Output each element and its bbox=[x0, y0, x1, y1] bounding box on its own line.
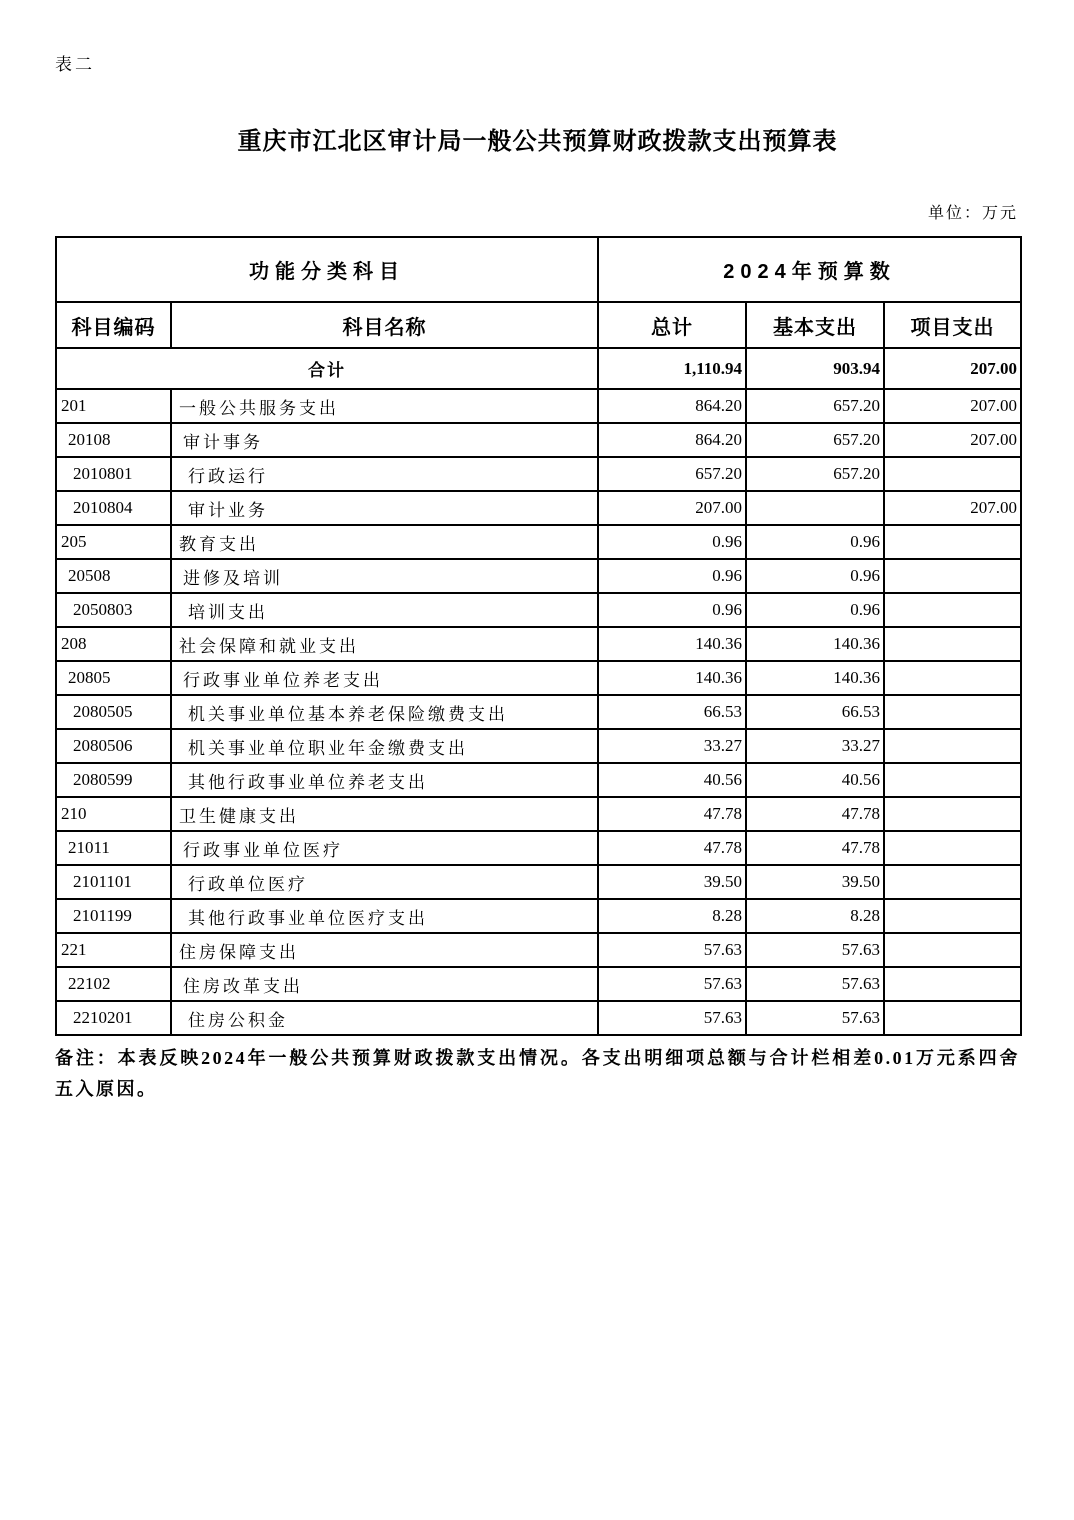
summary-basic: 903.94 bbox=[746, 348, 884, 389]
cell-subject-code: 2010801 bbox=[56, 457, 171, 491]
table-row bbox=[56, 491, 1021, 525]
table-row bbox=[56, 899, 1021, 933]
cell-subject-name: 审计业务 bbox=[171, 491, 598, 525]
cell-project-expenditure bbox=[884, 661, 1021, 695]
cell-subject-code: 208 bbox=[56, 627, 171, 661]
cell-subject-name: 住房公积金 bbox=[171, 1001, 598, 1035]
cell-basic-expenditure: 140.36 bbox=[746, 661, 884, 695]
cell-subject-name: 行政事业单位医疗 bbox=[171, 831, 598, 865]
cell-project-expenditure bbox=[884, 967, 1021, 1001]
cell-project-expenditure bbox=[884, 559, 1021, 593]
cell-total: 47.78 bbox=[598, 797, 746, 831]
cell-project-expenditure: 207.00 bbox=[884, 491, 1021, 525]
header-subject-name: 科目名称 bbox=[171, 302, 598, 348]
cell-subject-name: 住房保障支出 bbox=[171, 933, 598, 967]
cell-basic-expenditure: 657.20 bbox=[746, 389, 884, 423]
cell-total: 864.20 bbox=[598, 389, 746, 423]
summary-project: 207.00 bbox=[884, 348, 1021, 389]
cell-subject-name: 住房改革支出 bbox=[171, 967, 598, 1001]
cell-total: 40.56 bbox=[598, 763, 746, 797]
cell-subject-code: 210 bbox=[56, 797, 171, 831]
cell-total: 57.63 bbox=[598, 1001, 746, 1035]
cell-total: 57.63 bbox=[598, 933, 746, 967]
header-subject-code: 科目编码 bbox=[56, 302, 171, 348]
cell-subject-name: 行政事业单位养老支出 bbox=[171, 661, 598, 695]
cell-total: 0.96 bbox=[598, 593, 746, 627]
cell-total: 140.36 bbox=[598, 661, 746, 695]
table-row bbox=[56, 933, 1021, 967]
cell-basic-expenditure: 39.50 bbox=[746, 865, 884, 899]
table-row bbox=[56, 797, 1021, 831]
cell-project-expenditure bbox=[884, 865, 1021, 899]
header-basic-expenditure: 基本支出 bbox=[746, 302, 884, 348]
table-row bbox=[56, 423, 1021, 457]
table-row bbox=[56, 457, 1021, 491]
cell-project-expenditure bbox=[884, 593, 1021, 627]
cell-project-expenditure bbox=[884, 763, 1021, 797]
cell-project-expenditure bbox=[884, 933, 1021, 967]
cell-basic-expenditure: 47.78 bbox=[746, 831, 884, 865]
cell-total: 57.63 bbox=[598, 967, 746, 1001]
cell-subject-code: 2010804 bbox=[56, 491, 171, 525]
cell-project-expenditure bbox=[884, 831, 1021, 865]
cell-subject-code: 2080506 bbox=[56, 729, 171, 763]
cell-project-expenditure bbox=[884, 1001, 1021, 1035]
cell-subject-code: 2050803 bbox=[56, 593, 171, 627]
cell-basic-expenditure: 657.20 bbox=[746, 423, 884, 457]
budget-table bbox=[55, 236, 1022, 1036]
cell-subject-name: 教育支出 bbox=[171, 525, 598, 559]
cell-subject-code: 2101101 bbox=[56, 865, 171, 899]
cell-subject-code: 2101199 bbox=[56, 899, 171, 933]
cell-basic-expenditure: 0.96 bbox=[746, 525, 884, 559]
cell-subject-code: 2210201 bbox=[56, 1001, 171, 1035]
cell-subject-name: 行政运行 bbox=[171, 457, 598, 491]
header-total: 总计 bbox=[598, 302, 746, 348]
header-function-category: 功能分类科目 bbox=[56, 237, 598, 302]
cell-subject-code: 201 bbox=[56, 389, 171, 423]
cell-total: 0.96 bbox=[598, 559, 746, 593]
cell-project-expenditure bbox=[884, 899, 1021, 933]
cell-total: 864.20 bbox=[598, 423, 746, 457]
cell-basic-expenditure: 140.36 bbox=[746, 627, 884, 661]
cell-basic-expenditure: 0.96 bbox=[746, 559, 884, 593]
table-row bbox=[56, 627, 1021, 661]
table-header bbox=[56, 237, 1021, 348]
header-project-expenditure: 项目支出 bbox=[884, 302, 1021, 348]
table-row bbox=[56, 525, 1021, 559]
cell-subject-code: 21011 bbox=[56, 831, 171, 865]
table-row bbox=[56, 661, 1021, 695]
cell-subject-name: 其他行政事业单位养老支出 bbox=[171, 763, 598, 797]
cell-project-expenditure bbox=[884, 457, 1021, 491]
cell-subject-name: 机关事业单位职业年金缴费支出 bbox=[171, 729, 598, 763]
document-content bbox=[55, 0, 1020, 1105]
cell-project-expenditure bbox=[884, 695, 1021, 729]
cell-basic-expenditure: 657.20 bbox=[746, 457, 884, 491]
cell-subject-code: 221 bbox=[56, 933, 171, 967]
cell-basic-expenditure: 33.27 bbox=[746, 729, 884, 763]
summary-label: 合计 bbox=[56, 348, 598, 389]
page-title: 重庆市江北区审计局一般公共预算财政拨款支出预算表 bbox=[237, 129, 838, 155]
table-number-label: 表二 bbox=[55, 55, 95, 74]
cell-basic-expenditure: 57.63 bbox=[746, 933, 884, 967]
cell-subject-name: 进修及培训 bbox=[171, 559, 598, 593]
cell-project-expenditure bbox=[884, 729, 1021, 763]
table-row bbox=[56, 593, 1021, 627]
table-row bbox=[56, 763, 1021, 797]
cell-subject-code: 20805 bbox=[56, 661, 171, 695]
cell-total: 140.36 bbox=[598, 627, 746, 661]
footnote: 备注：本表反映2024年一般公共预算财政拨款支出情况。各支出明细项总额与合计栏相差0.01万元系四舍五入原因。 bbox=[55, 1048, 1020, 1099]
cell-total: 8.28 bbox=[598, 899, 746, 933]
table-row bbox=[56, 695, 1021, 729]
header-columns-row bbox=[56, 302, 1021, 348]
cell-project-expenditure: 207.00 bbox=[884, 423, 1021, 457]
cell-subject-name: 其他行政事业单位医疗支出 bbox=[171, 899, 598, 933]
cell-total: 0.96 bbox=[598, 525, 746, 559]
cell-basic-expenditure: 47.78 bbox=[746, 797, 884, 831]
cell-subject-name: 社会保障和就业支出 bbox=[171, 627, 598, 661]
table-body bbox=[56, 389, 1021, 1035]
unit-label: 单位：万元 bbox=[927, 205, 1018, 222]
cell-project-expenditure bbox=[884, 797, 1021, 831]
cell-total: 39.50 bbox=[598, 865, 746, 899]
cell-basic-expenditure: 57.63 bbox=[746, 1001, 884, 1035]
cell-basic-expenditure bbox=[746, 491, 884, 525]
table-row bbox=[56, 1001, 1021, 1035]
header-group-row bbox=[56, 237, 1021, 302]
summary-row bbox=[56, 348, 1021, 389]
cell-subject-name: 一般公共服务支出 bbox=[171, 389, 598, 423]
table-row bbox=[56, 729, 1021, 763]
cell-total: 207.00 bbox=[598, 491, 746, 525]
cell-project-expenditure bbox=[884, 627, 1021, 661]
cell-subject-name: 审计事务 bbox=[171, 423, 598, 457]
cell-project-expenditure: 207.00 bbox=[884, 389, 1021, 423]
header-budget-2024: 2024年预算数 bbox=[598, 237, 1021, 302]
cell-basic-expenditure: 40.56 bbox=[746, 763, 884, 797]
cell-project-expenditure bbox=[884, 525, 1021, 559]
cell-basic-expenditure: 8.28 bbox=[746, 899, 884, 933]
table-row bbox=[56, 865, 1021, 899]
summary-total: 1,110.94 bbox=[598, 348, 746, 389]
cell-subject-name: 行政单位医疗 bbox=[171, 865, 598, 899]
cell-subject-name: 培训支出 bbox=[171, 593, 598, 627]
cell-subject-code: 2080505 bbox=[56, 695, 171, 729]
cell-subject-code: 205 bbox=[56, 525, 171, 559]
summary-section bbox=[56, 348, 1021, 389]
cell-subject-name: 卫生健康支出 bbox=[171, 797, 598, 831]
cell-subject-code: 20108 bbox=[56, 423, 171, 457]
table-row bbox=[56, 389, 1021, 423]
table-row bbox=[56, 831, 1021, 865]
cell-basic-expenditure: 66.53 bbox=[746, 695, 884, 729]
table-row bbox=[56, 559, 1021, 593]
cell-total: 47.78 bbox=[598, 831, 746, 865]
cell-basic-expenditure: 57.63 bbox=[746, 967, 884, 1001]
cell-basic-expenditure: 0.96 bbox=[746, 593, 884, 627]
cell-subject-code: 2080599 bbox=[56, 763, 171, 797]
cell-subject-name: 机关事业单位基本养老保险缴费支出 bbox=[171, 695, 598, 729]
cell-subject-code: 20508 bbox=[56, 559, 171, 593]
cell-subject-code: 22102 bbox=[56, 967, 171, 1001]
cell-total: 66.53 bbox=[598, 695, 746, 729]
cell-total: 657.20 bbox=[598, 457, 746, 491]
table-row bbox=[56, 967, 1021, 1001]
cell-total: 33.27 bbox=[598, 729, 746, 763]
